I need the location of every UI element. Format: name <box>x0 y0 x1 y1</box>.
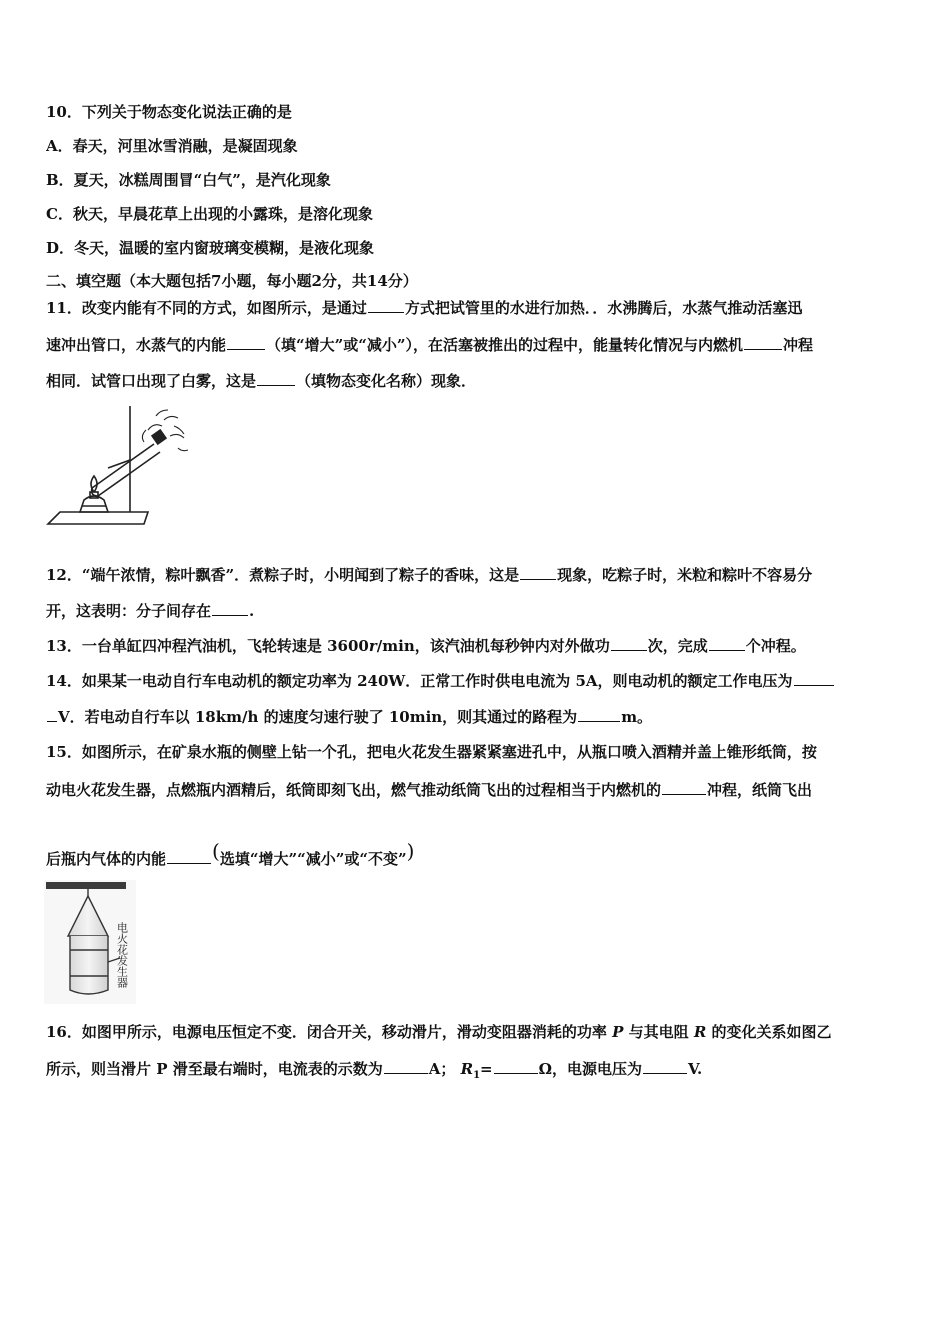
q10-stem: 10．下列关于物态变化说法正确的是 <box>46 103 292 121</box>
q14-line1: 14．如果某一电动自行车电动机的额定功率为 240W．正常工作时供电电流为 5A，则电动机的额定工作电压为 <box>46 671 904 691</box>
answer-blank <box>578 707 620 722</box>
test-tube-heating-figure <box>44 402 204 532</box>
ceiling-bar <box>46 882 126 889</box>
q10-option-c: C．秋天，早晨花草上出现的小露珠，是溶化现象 <box>46 205 373 223</box>
answer-blank <box>744 335 782 350</box>
q15-line2: 动电火花发生器，点燃瓶内酒精后，纸筒即刻飞出，燃气推动纸筒飞出的过程相当于内燃机的 冲程，纸筒飞出 <box>46 781 813 799</box>
steam-lines <box>142 410 188 451</box>
answer-blank <box>709 636 745 651</box>
q11-line2: 速冲出管口，水蒸气的内能 （填“增大”或“减小”），在活塞被推出的过程中，能量转化情况与内燃机 冲程 <box>46 336 814 354</box>
answer-blank <box>794 671 834 686</box>
answer-blank <box>167 849 211 864</box>
q12-line1: 12．“端午浓情，粽叶飘香”．煮粽子时，小明闻到了粽子的香味，这是 现象，吃粽子时，米粒和粽叶不容易分 <box>46 566 813 584</box>
q10-option-d: D．冬天，温暖的室内窗玻璃变模糊，是液化现象 <box>46 239 375 257</box>
test-tube <box>92 444 160 496</box>
bottle-igniter-figure <box>44 880 136 1004</box>
q16-line1: 16．如图甲所示，电源电压恒定不变．闭合开关，移动滑片，滑动变阻器消耗的功率 P 与其电阻 R 的变化关系如图乙 <box>46 1023 832 1041</box>
answer-blank <box>47 707 57 722</box>
answer-blank <box>227 335 265 350</box>
stand-base <box>48 512 148 524</box>
q15-line3: 后瓶内气体的内能 (选填“增大”“减小”或“不变”) <box>46 839 415 868</box>
q10-option-a: A．春天，河里冰雪消融，是凝固现象 <box>46 137 298 155</box>
answer-blank <box>384 1059 428 1074</box>
answer-blank <box>643 1059 687 1074</box>
answer-blank <box>257 371 295 386</box>
answer-blank <box>368 298 404 313</box>
q12-line2: 开，这表明：分子间存在 . <box>46 602 255 620</box>
answer-blank <box>611 636 647 651</box>
bottle <box>70 936 108 994</box>
q10-option-b: B．夏天，冰糕周围冒“白气”，是汽化现象 <box>46 171 331 189</box>
q15-line1: 15．如图所示，在矿泉水瓶的侧壁上钻一个孔，把电火花发生器紧紧塞进孔中，从瓶口喷入酒精并盖上锥形纸筒，按 <box>46 743 817 761</box>
answer-blank <box>494 1059 538 1074</box>
q13-line: 13．一台单缸四冲程汽油机，飞轮转速是 3600r/min，该汽油机每秒钟内对外做功 次，完成 个冲程。 <box>46 637 806 655</box>
stopper-icon <box>152 430 166 444</box>
q11-line3: 相同．试管口出现了白雾，这是 （填物态变化名称）现象． <box>46 372 477 390</box>
q14-line2: V．若电动自行车以 18km/h 的速度匀速行驶了 10min，则其通过的路程为 m。 <box>46 707 904 727</box>
q16-line2: 所示，则当滑片 P 滑至最右端时，电流表的示数为 A； $R_1= \Omega$，电源电压为 V. <box>46 1060 703 1081</box>
q11-line1: 11．改变内能有不同的方式，如图所示，是通过 方式把试管里的水进行加热．．水沸腾后，水蒸气推动活塞迅 <box>46 299 803 317</box>
answer-blank <box>662 780 706 795</box>
answer-blank <box>212 601 248 616</box>
alcohol-lamp <box>80 476 108 512</box>
answer-blank <box>520 565 556 580</box>
section-heading: 二、填空题（本大题包括7小题，每小题2分，共14分） <box>46 272 418 290</box>
igniter-label: 电火花发生器 <box>115 922 129 988</box>
